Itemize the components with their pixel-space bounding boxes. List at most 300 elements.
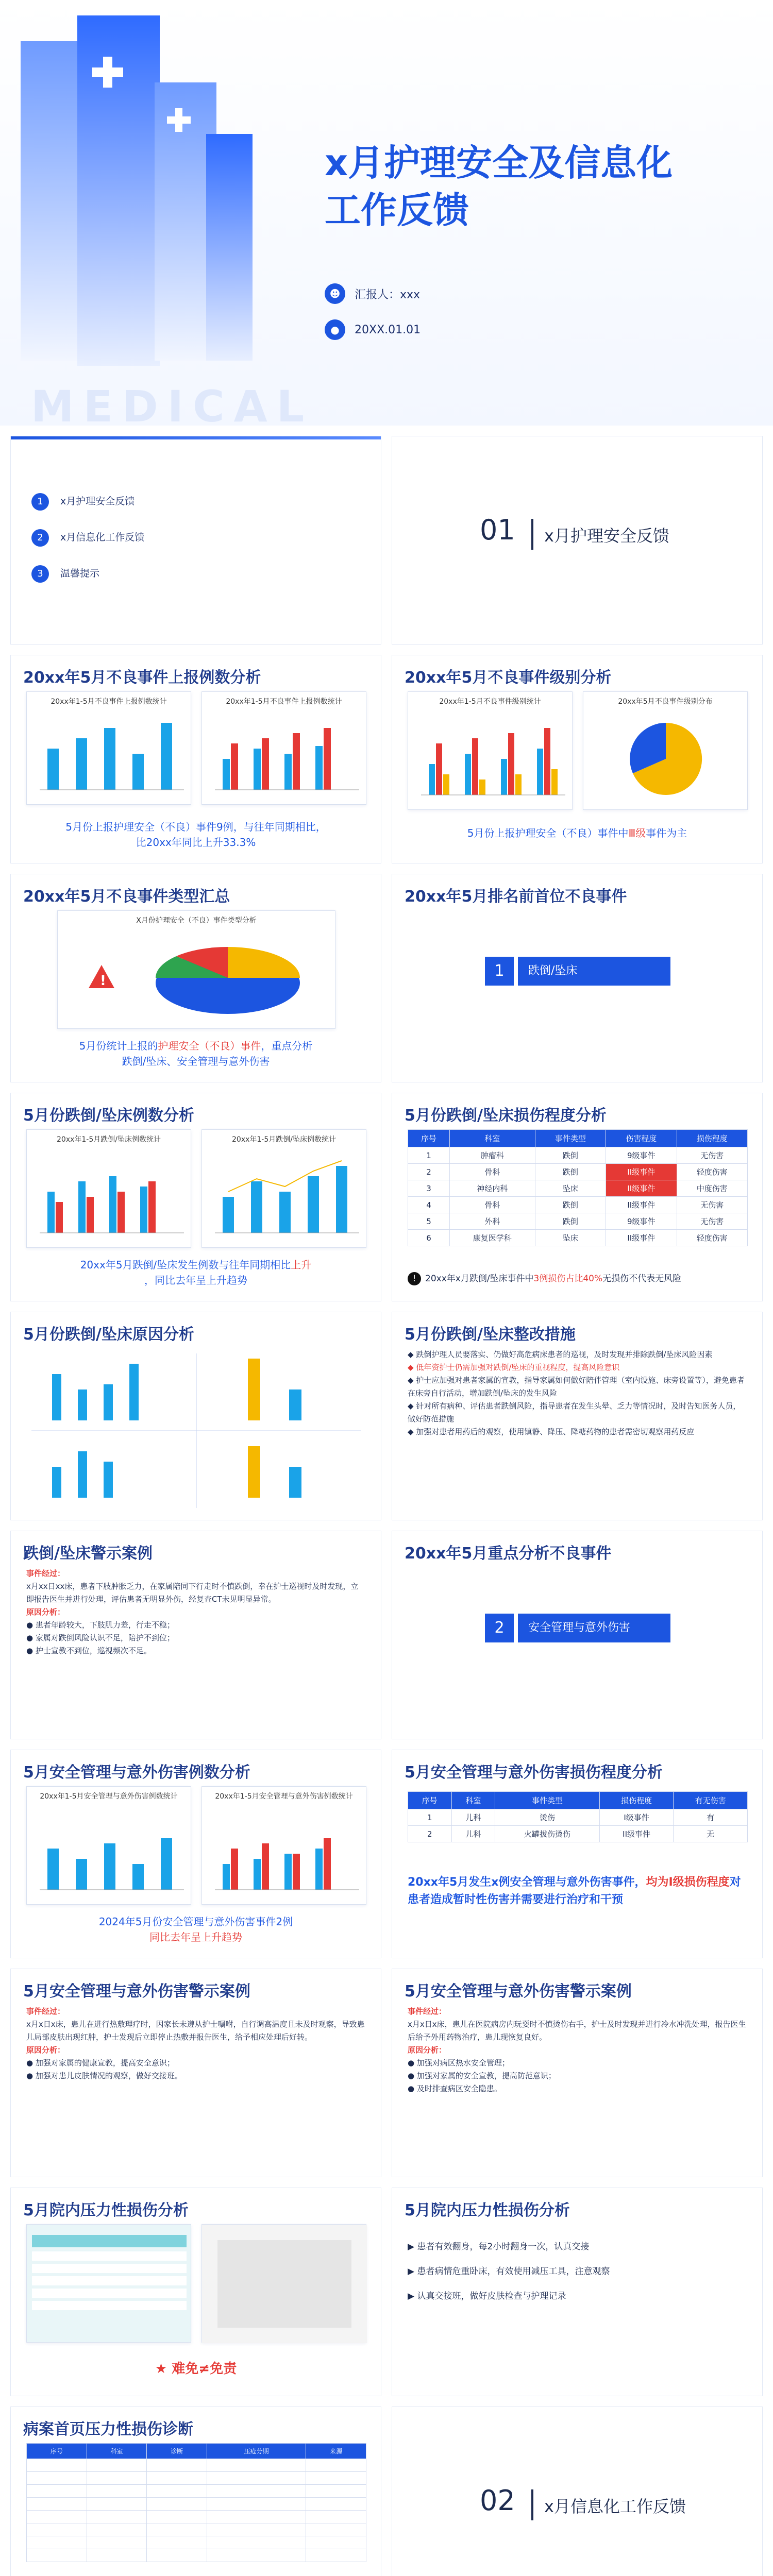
list-item: ● 加强对家属的安全宣教，提高防范意识； [408, 2071, 556, 2080]
table-cell [27, 2485, 87, 2498]
cover-title-line2: 工作反馈 [325, 189, 469, 231]
bar [129, 1364, 139, 1420]
table-cell: 轻度伤害 [677, 1164, 747, 1180]
table-cell [87, 2472, 147, 2485]
bar [251, 1181, 262, 1233]
case-text-block [408, 2005, 747, 2095]
table-cell: II级事件 [606, 1164, 677, 1180]
fall-case-slide [10, 1531, 381, 1739]
bar [443, 774, 449, 795]
table-cell: 轻度伤害 [677, 1230, 747, 1246]
table-cell: 2 [408, 1164, 450, 1180]
slide-title: 5月院内压力性损伤分析 [23, 2201, 189, 2219]
analysis-label: 原因分析： [26, 1607, 65, 1617]
section-number: 02 [480, 2484, 515, 2517]
bar-chart-right [202, 1130, 367, 1248]
analysis-label: 原因分析： [408, 2045, 447, 2055]
table-cell: 3 [408, 1180, 450, 1197]
bar [544, 728, 550, 795]
top-event-badge [485, 957, 670, 986]
bar [104, 1462, 113, 1498]
list-item: ◆ 针对所有病种、评估患者跌倒风险，指导患者在发生头晕、乏力等情况时，及时告知医务人员，做好防范措施 [408, 1401, 741, 1423]
graphic-shape [217, 2240, 351, 2328]
graphic-shape [32, 2276, 187, 2285]
pressure-measures-slide [392, 2188, 763, 2396]
damage-note [408, 1271, 747, 1285]
table-cell: 骨科 [449, 1197, 535, 1213]
table-header: 事件类型 [535, 1130, 606, 1147]
graphic-shape [92, 67, 123, 77]
table-header: 诊断 [147, 2444, 207, 2459]
section-01-slide [392, 436, 763, 645]
graphic-shape [32, 2264, 187, 2273]
bar [52, 1467, 61, 1498]
table-row [27, 2511, 366, 2523]
table-cell [147, 2511, 207, 2523]
table-cell [207, 2549, 306, 2562]
bar [223, 1864, 230, 1890]
contents-num: 2 [31, 529, 49, 547]
caption-text: 5月份上报护理安全（不良）事件中 [467, 827, 629, 839]
slide-title: 20xx年5月重点分析不良事件 [405, 1545, 612, 1563]
table-illustration [27, 2225, 192, 2343]
table-cell [147, 2472, 207, 2485]
bar [104, 1384, 113, 1420]
bar [52, 1374, 61, 1420]
case-text-block [26, 2005, 365, 2082]
caption-line: 5月份上报护理安全（不良）事件9例，与往年同期相比， [65, 821, 326, 833]
chart-panel-left [408, 691, 573, 810]
table-cell [87, 2498, 147, 2511]
bar [87, 1197, 94, 1233]
damage-table [408, 1129, 748, 1246]
bar [161, 1838, 172, 1890]
location-icon: ● [325, 319, 345, 340]
bar [308, 1176, 319, 1233]
safety-damage-slide [392, 1750, 763, 1958]
contents-num: 1 [31, 493, 49, 511]
bar [293, 733, 300, 790]
table-cell: 中度伤害 [677, 1180, 747, 1197]
caption-text: 20xx年5月跌倒/坠床发生例数与往年同期相比 [80, 1259, 291, 1271]
bar [508, 733, 514, 795]
pressure-image [201, 2224, 366, 2343]
graphic-shape [32, 2301, 187, 2310]
cover-slide [0, 0, 773, 426]
table-cell: 儿科 [451, 1809, 495, 1826]
slide-caption [26, 1914, 365, 1945]
table-cell: 1 [408, 1809, 452, 1826]
fall-count-slide [10, 1093, 381, 1301]
bar [78, 1451, 87, 1498]
table-cell: 烫伤 [495, 1809, 600, 1826]
bar [429, 764, 435, 795]
photo-placeholder [202, 2225, 367, 2343]
chart-title: 20xx年1-5月不良事件级别统计 [439, 698, 541, 706]
improve-list [408, 1348, 747, 1438]
damage-table [408, 1791, 748, 1842]
table-cell: 1 [408, 1147, 450, 1164]
date-text: 20XX.01.01 [355, 323, 421, 336]
caption-text: ，重点分析 [261, 1040, 313, 1052]
bar [231, 1849, 238, 1890]
bar [161, 723, 172, 790]
svg-text:!: ! [100, 973, 106, 989]
table-row [408, 1180, 748, 1197]
table-header: 科室 [87, 2444, 147, 2459]
fall-cause-slide [10, 1312, 381, 1520]
trend-line [228, 1161, 342, 1192]
table-header: 科室 [449, 1130, 535, 1147]
contents-item-1[interactable] [31, 493, 360, 511]
table-row [27, 2523, 366, 2536]
caption-line: ，同比去年呈上升趋势 [144, 1274, 247, 1286]
table-row [408, 1164, 748, 1180]
bar [551, 769, 558, 795]
table-cell: 外科 [449, 1213, 535, 1230]
list-item: ◆ 护士应加强对患者家属的宣教，指导家属如何做好陪伴管理（室内设施、床旁设置等），避免患者在床旁自行活动，增加跌倒/坠床的发生风险 [408, 1376, 745, 1398]
chart-panel-right [201, 691, 366, 805]
contents-label: x月信息化工作反馈 [60, 532, 145, 543]
adverse-type-slide [10, 874, 381, 1082]
fall-damage-slide [392, 1093, 763, 1301]
slide-title: 20xx年5月不良事件类型汇总 [23, 888, 230, 906]
bar [315, 1849, 323, 1890]
table-row [27, 2459, 366, 2472]
table-cell [306, 2511, 366, 2523]
bar [76, 738, 87, 790]
pie-chart-level [583, 692, 748, 810]
note-text: 对患者造成暂时性伤害并需要进行治疗和干预 [408, 1876, 741, 1906]
table-cell: 跌倒 [535, 1147, 606, 1164]
section-divider [531, 2489, 533, 2520]
table-cell [147, 2523, 207, 2536]
slide-title: 5月院内压力性损伤分析 [405, 2201, 570, 2219]
chart-title: X月份护理安全（不良）事件类型分析 [136, 917, 257, 925]
top-event-rank: 1 [485, 957, 514, 986]
table-cell [87, 2459, 147, 2472]
list-item: ● 加强对病区热水安全管理； [408, 2058, 510, 2067]
note-text: 20xx年5月发生x例安全管理与意外伤害事件， [408, 1876, 646, 1889]
bar [104, 1843, 115, 1890]
top-event-label: 安全管理与意外伤害 [518, 1614, 670, 1642]
analysis-label: 原因分析： [26, 2045, 65, 2055]
list-item: ● 加强对患儿皮肤情况的观察，做好交接班。 [26, 2071, 182, 2080]
alert-icon: ! [408, 1272, 421, 1285]
table-header: 压疮分期 [207, 2444, 306, 2459]
table-cell: 9级事件 [606, 1213, 677, 1230]
top-event-label: 跌倒/坠床 [518, 957, 670, 986]
reporter-text: 汇报人：xxx [355, 288, 421, 301]
bar [465, 754, 471, 795]
table-cell: 无 [674, 1826, 748, 1842]
slide-title: 5月安全管理与意外伤害损伤程度分析 [405, 1764, 663, 1782]
bar [336, 1166, 347, 1233]
chart-panel-right [201, 1129, 366, 1248]
bar [436, 743, 442, 795]
pressure-record-slide [10, 2406, 381, 2576]
chart-title: 20xx年1-5月安全管理与意外伤害例数统计 [215, 1792, 353, 1801]
bar [223, 1197, 234, 1233]
table-row [408, 1197, 748, 1213]
bar [262, 1843, 269, 1890]
caption-highlight: 上升 [291, 1259, 312, 1271]
note-text: 无损伤不代表无风险 [602, 1274, 682, 1284]
table-row [408, 1213, 748, 1230]
bar [324, 728, 331, 790]
slide-title: 20xx年5月不良事件级别分析 [405, 669, 612, 687]
table-cell [207, 2485, 306, 2498]
bar [76, 1859, 87, 1890]
bar [284, 754, 292, 790]
caption-text: 事件为主 [646, 827, 687, 839]
list-item: ◆ 跌倒护理人员要落实、仍做好高危病床患者的巡视，及时发现并排除跌倒/坠床风险因素 [408, 1350, 713, 1359]
bar [109, 1176, 116, 1233]
chart-title: 20xx年1-5月不良事件上报例数统计 [51, 698, 167, 706]
chart-title: 20xx年1-5月不良事件上报例数统计 [226, 698, 342, 706]
table-cell: 无伤害 [677, 1147, 747, 1164]
table-cell [306, 2536, 366, 2549]
bar [479, 779, 485, 795]
slogan-text: ★ 难免≠免责 [155, 2361, 237, 2377]
table-cell [207, 2523, 306, 2536]
table-cell: 坠床 [535, 1180, 606, 1197]
table-cell [147, 2459, 207, 2472]
bar-chart-left [27, 692, 192, 805]
bar [472, 738, 478, 795]
list-item: ● 及时排查病区安全隐患。 [408, 2084, 502, 2093]
bar [324, 1838, 331, 1890]
table-row [27, 2472, 366, 2485]
table-cell: 神经内科 [449, 1180, 535, 1197]
table-cell: 骨科 [449, 1164, 535, 1180]
bar [315, 746, 323, 790]
slide-caption [408, 825, 747, 841]
chart-panel-right [583, 691, 748, 810]
table-cell [207, 2536, 306, 2549]
table-header: 损伤程度 [677, 1130, 747, 1147]
note-highlight: 均为I级损伤程度 [646, 1876, 730, 1889]
table-cell [147, 2536, 207, 2549]
table-cell: 6 [408, 1230, 450, 1246]
table-header: 有无伤害 [674, 1792, 748, 1809]
slide-title: 5月份跌倒/坠床损伤程度分析 [405, 1107, 607, 1125]
list-item: ● 加强对家属的健康宣教，提高安全意识； [26, 2058, 175, 2067]
table-row [408, 1147, 748, 1164]
list-item: ● 患者年龄较大，下肢肌力差，行走不稳； [26, 1620, 175, 1630]
section-title: x月护理安全反馈 [544, 526, 669, 546]
adverse-report-slide [10, 655, 381, 863]
list-item: ▶ 认真交接班，做好皮肤检查与护理记录 [408, 2291, 566, 2301]
bar [279, 1192, 291, 1233]
note-text: 20xx年x月跌倒/坠床事件中 [425, 1274, 534, 1284]
table-cell: 4 [408, 1197, 450, 1213]
table-cell: 无伤害 [677, 1213, 747, 1230]
contents-label: x月护理安全反馈 [60, 496, 135, 507]
table-row [27, 2485, 366, 2498]
table-cell [27, 2511, 87, 2523]
table-cell: II级事件 [599, 1826, 674, 1842]
table-header: 序号 [27, 2444, 87, 2459]
table-cell: 5 [408, 1213, 450, 1230]
user-icon: ☻ [325, 283, 345, 304]
caption-line: 比20xx年同比上升33.3% [136, 836, 256, 849]
table-row [408, 1826, 748, 1842]
slide-title: 病案首页压力性损伤诊断 [23, 2420, 193, 2438]
list-item: ◆ 低年资护士仍需加强对跌倒/坠床的重视程度，提高风险意识 [408, 1363, 620, 1372]
contents-num: 3 [31, 565, 49, 583]
section-title: x月信息化工作反馈 [544, 2497, 686, 2516]
table-header: 事件类型 [495, 1792, 600, 1809]
slide-title: 5月安全管理与意外伤害警示案例 [23, 1982, 250, 2001]
graphic-shape [167, 116, 191, 124]
bar [254, 749, 261, 790]
cover-title-line1: x月护理安全及信息化 [325, 142, 673, 184]
chart-title: 20xx年1-5月安全管理与意外伤害例数统计 [40, 1792, 178, 1801]
table-row [408, 1230, 748, 1246]
bar [132, 754, 144, 790]
slide-title: 5月安全管理与意外伤害例数分析 [23, 1764, 250, 1782]
table-cell [87, 2511, 147, 2523]
table-cell: 坠床 [535, 1230, 606, 1246]
caption-highlight: Ⅲ级 [628, 827, 646, 839]
table-cell [27, 2536, 87, 2549]
damage-note [408, 1874, 747, 1909]
table-header: 损伤程度 [599, 1792, 674, 1809]
table-cell [207, 2498, 306, 2511]
bar [248, 1359, 260, 1420]
case-label: 事件经过： [26, 2007, 65, 2016]
table-cell [147, 2498, 207, 2511]
top-event2-slide [392, 1531, 763, 1739]
table-cell [27, 2523, 87, 2536]
table-cell [306, 2472, 366, 2485]
table-header: 伤害程度 [606, 1130, 677, 1147]
table-cell: II级事件 [606, 1180, 677, 1197]
bar [140, 1187, 147, 1233]
list-item: ▶ 患者病情危重卧床，有效使用减压工具，注意观察 [408, 2266, 610, 2277]
slide-title: 5月份跌倒/坠床例数分析 [23, 1107, 194, 1125]
list-item: ◆ 加强对患者用药后的观察，使用镇静、降压、降糖药物的患者需密切观察用药反应 [408, 1427, 695, 1436]
slide-caption [26, 1038, 365, 1069]
case-label: 事件经过： [26, 1569, 65, 1578]
pressure-table-image [26, 2224, 191, 2343]
table-cell: 儿科 [451, 1826, 495, 1842]
table-row [27, 2498, 366, 2511]
bar [289, 1389, 301, 1420]
table-cell [306, 2549, 366, 2562]
table-cell [306, 2485, 366, 2498]
chart-title: 20xx年1-5月跌倒/坠床例数统计 [232, 1136, 336, 1144]
section-02-slide [392, 2406, 763, 2576]
table-header: 序号 [408, 1130, 450, 1147]
table-cell [147, 2549, 207, 2562]
slide-title: 20xx年5月排名前首位不良事件 [405, 888, 627, 906]
bar [289, 1467, 301, 1498]
contents-item-2[interactable] [31, 529, 360, 547]
list-item: ▶ 患者有效翻身，每2小时翻身一次，认真交接 [408, 2242, 590, 2252]
bar [284, 1854, 292, 1890]
pie-slice [228, 947, 300, 978]
chart-panel-left [26, 1129, 191, 1248]
bar [537, 749, 543, 795]
contents-item-3[interactable] [31, 565, 360, 583]
table-cell [87, 2536, 147, 2549]
bar [254, 1859, 261, 1890]
bar-chart-right [202, 692, 367, 805]
safety-count-slide [10, 1750, 381, 1958]
table-cell: 2 [408, 1826, 452, 1842]
bar-chart-level [408, 692, 573, 810]
table-cell: 跌倒 [535, 1197, 606, 1213]
table-cell: 跌倒 [535, 1213, 606, 1230]
bar [78, 1181, 86, 1233]
table-cell: I级事件 [599, 1809, 674, 1826]
bar [132, 1864, 144, 1890]
cover-title [325, 139, 747, 234]
adverse-level-slide [392, 655, 763, 863]
hospital-building-illustration [0, 0, 309, 426]
caption-line: 2024年5月份安全管理与意外伤害事件2例 [98, 1916, 293, 1928]
graphic-shape [32, 2289, 187, 2298]
bar [117, 1192, 125, 1233]
graphic-shape [206, 134, 253, 361]
case-text-block [26, 1567, 365, 1657]
bar [501, 759, 507, 795]
safety-case-slide [10, 1969, 381, 2177]
case-label: 事件经过： [408, 2007, 447, 2016]
chart-panel-right [201, 1786, 366, 1905]
medical-watermark: MEDICAL [31, 381, 314, 426]
table-cell [27, 2472, 87, 2485]
table-cell: 有 [674, 1809, 748, 1826]
table-cell [87, 2485, 147, 2498]
cover-reporter [325, 283, 420, 304]
bar [47, 749, 59, 790]
record-table [26, 2443, 366, 2562]
slide-title: 跌倒/坠床警示案例 [23, 1545, 153, 1563]
chart-panel-left [26, 691, 191, 805]
table-row [27, 2549, 366, 2562]
contents-slide [10, 436, 381, 645]
table-header: 序号 [408, 1792, 452, 1809]
bar [56, 1202, 63, 1233]
slide-caption [26, 1257, 365, 1288]
caption-highlight: 护理安全（不良）事件 [158, 1040, 261, 1052]
chart-panel-left [26, 1786, 191, 1905]
case-text: x月x日x床，患儿在进行热敷理疗时，因家长未遵从护士嘱咐，自行调高温度且未及时观察，导致患儿局部皮肤出现红肿，护士发现后立即停止热敷并报告医生，给予相应处理后好转。 [26, 2020, 365, 2042]
table-cell [27, 2498, 87, 2511]
slide-caption [26, 819, 365, 850]
graphic-shape [21, 41, 82, 361]
top-event-slide [392, 874, 763, 1082]
safety-case2-slide [392, 1969, 763, 2177]
fall-improve-slide [392, 1312, 763, 1520]
case-text: x月x日x床，患儿在医院病房内玩耍时不慎烫伤右手，护士及时发现并进行冷水冲洗处理，报告医生后给予外用药物治疗，患儿现恢复良好。 [408, 2020, 746, 2042]
chart-title: 20xx年1-5月跌倒/坠床例数统计 [57, 1136, 161, 1144]
bar [104, 728, 115, 790]
table-header: 科室 [451, 1792, 495, 1809]
slide-title: 5月份跌倒/坠床原因分析 [23, 1326, 194, 1344]
table-cell [306, 2498, 366, 2511]
table-cell: 康复医学科 [449, 1230, 535, 1246]
pie-chart-type [58, 911, 336, 1029]
bar-chart-left [27, 1130, 192, 1248]
table-cell: 肿瘤科 [449, 1147, 535, 1164]
table-row [27, 2536, 366, 2549]
table-cell: 跌倒 [535, 1164, 606, 1180]
table-cell: 无伤害 [677, 1197, 747, 1213]
